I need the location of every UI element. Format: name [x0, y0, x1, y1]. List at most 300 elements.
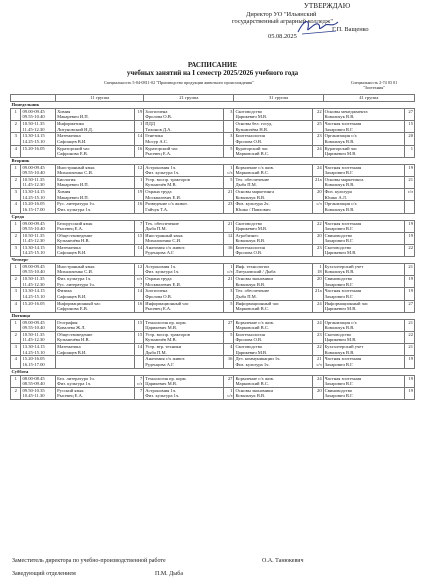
room-line-1: 21	[408, 344, 413, 350]
room-line-1: с/з	[407, 189, 413, 195]
subject-line-1: Бухгалтерский учет	[324, 344, 364, 350]
room-cell	[223, 276, 233, 288]
room-line-1: 19	[408, 387, 413, 393]
subject-cell	[323, 375, 405, 387]
room-cell	[223, 387, 233, 399]
subject-cell	[323, 133, 405, 145]
lesson-time	[21, 121, 56, 133]
subject-cell	[56, 220, 135, 232]
subject-line-1: Зоогигиена	[145, 109, 168, 114]
subject-line-1: Тех. обеспечение	[235, 176, 270, 182]
subject-cell	[144, 145, 224, 157]
subject-cell	[56, 344, 135, 356]
room-line-1: 3	[230, 288, 233, 294]
subject-cell	[234, 375, 313, 387]
room-line-1: 24	[317, 164, 322, 170]
subject-cell	[234, 244, 313, 256]
day-name: Четверг	[11, 257, 415, 264]
lesson-number: 2	[11, 276, 21, 288]
day-row	[11, 102, 415, 109]
lesson-time-line-2: 14.25-15.10	[22, 138, 45, 144]
subject-line-1: Генетика	[145, 133, 163, 139]
room-line-2: 18	[317, 269, 322, 275]
subject-line-2: Ковальчук В.В.	[324, 114, 355, 120]
room-cell	[134, 356, 143, 368]
room-line-1: 21	[408, 319, 413, 325]
room-cell	[405, 244, 415, 256]
room-line-1: 5	[230, 332, 233, 337]
room-line-1: 21	[227, 276, 233, 282]
room-cell	[313, 332, 323, 344]
room-cell	[405, 344, 415, 356]
room-cell	[223, 375, 233, 387]
subject-line-2: Дыба П.М.	[235, 182, 257, 188]
subject-line-2: Захарович В.Г.	[324, 380, 354, 386]
lesson-time-line-1: 09.00-09.45	[22, 109, 45, 114]
room-cell	[313, 201, 323, 213]
room-line-1: 21	[227, 220, 233, 226]
subject-cell	[144, 164, 224, 176]
subject-line-2: Захарович В.Г.	[324, 281, 354, 287]
room-cell	[313, 176, 323, 188]
lesson-row	[11, 356, 415, 368]
subject-line-1: Кормление с/х жив.	[235, 164, 274, 170]
room-line-1: 20	[408, 133, 413, 139]
day-name: Суббота	[11, 368, 415, 375]
room-cell	[134, 375, 143, 387]
room-cell	[405, 121, 415, 133]
lesson-row	[11, 332, 415, 344]
lesson-time	[21, 189, 56, 201]
subject-cell	[234, 387, 313, 399]
room-cell	[223, 109, 233, 121]
subject-line-1: Биотехнология	[235, 332, 265, 337]
subject-line-2: Макаревич И.П.	[57, 114, 89, 120]
subject-line-2: Сафронова Е.В.	[57, 150, 89, 156]
subject-cell	[144, 201, 224, 213]
lesson-time-line-1: 13.30-14.15	[22, 244, 45, 250]
subject-line-1: Информационный час	[145, 300, 189, 306]
subject-line-2: Ковальчук В.В.	[324, 182, 355, 188]
room-line-1: 3	[230, 133, 233, 139]
lesson-row	[11, 133, 415, 145]
subject-line-2: Рус. литература 1ч.	[57, 281, 95, 287]
subject-cell	[56, 356, 135, 368]
lesson-time-line-1: 09.00-09.45	[22, 319, 45, 325]
subject-line-1: Биотехнология	[235, 133, 265, 139]
subject-cell	[234, 220, 313, 232]
room-line-1: 14	[137, 244, 143, 250]
subject-line-2: Москвалевич Е.И.	[145, 194, 181, 200]
lesson-time-line-2: 11.45-12.30	[22, 238, 45, 244]
room-cell	[405, 319, 415, 331]
subject-cell	[323, 264, 405, 276]
subject-line-1: Бел. литература 1ч.	[57, 375, 95, 381]
subject-line-1: Математика	[57, 344, 81, 350]
subject-line-1: Частная зоотехния	[324, 164, 362, 170]
room-cell	[313, 319, 323, 331]
group-header: 11 группа	[56, 95, 144, 102]
subject-cell	[323, 176, 405, 188]
subject-line-1: Устр. втр. техники	[145, 344, 182, 350]
room-line-1: 16	[137, 145, 143, 151]
subject-cell	[323, 387, 405, 399]
subject-line-2: Кузьмичёв М.В.	[145, 337, 177, 343]
subject-line-2: Сафонцев В.И.	[57, 138, 87, 144]
subject-cell	[323, 109, 405, 121]
subject-cell	[56, 189, 135, 201]
approval-block	[232, 3, 422, 41]
room-cell	[313, 344, 323, 356]
lesson-time-line-1: 08.00-08.45	[22, 375, 45, 381]
subject-cell	[56, 264, 135, 276]
subject-line-1: Русский язык	[57, 387, 84, 393]
subject-cell	[234, 133, 313, 145]
subject-line-2: Царикевич М.В.	[324, 250, 357, 256]
head-name: П.М. Дыба	[155, 571, 184, 577]
subject-cell	[234, 332, 313, 344]
lesson-time-line-2: 09.55-10.40	[22, 325, 45, 331]
subject-line-2: Кузьмичёва Н.В.	[57, 337, 90, 343]
room-cell	[405, 145, 415, 157]
lesson-row	[11, 288, 415, 300]
room-cell	[313, 387, 323, 399]
subject-line-2: Фролова О.В.	[145, 114, 172, 120]
lesson-row	[11, 189, 415, 201]
lesson-time-line-2: 16.15-17.00	[22, 206, 45, 212]
subject-line-1: Физ. культура 2ч.	[235, 201, 270, 207]
room-line-1: 21а	[315, 288, 322, 294]
subject-cell	[56, 145, 135, 157]
room-cell	[134, 332, 143, 344]
day-row	[11, 213, 415, 220]
subject-line-2: Захарович В.Г.	[324, 225, 354, 231]
subject-cell	[323, 356, 405, 368]
subject-cell	[234, 319, 313, 331]
subject-line-1: Технология пр. корм.	[145, 319, 187, 325]
subject-cell	[144, 133, 224, 145]
subject-line-1: Частная зоотехния	[324, 288, 362, 294]
room-line-1: 22	[408, 244, 413, 250]
room-line-1: 3	[230, 109, 233, 114]
room-cell	[223, 145, 233, 157]
subject-line-1: Рус. литература 1ч.	[57, 201, 95, 207]
room-line-1: 21а	[315, 176, 322, 182]
subject-line-2: Ковальчук В.В.	[324, 325, 355, 331]
room-cell	[313, 300, 323, 312]
room-cell	[405, 288, 415, 300]
schedule-title	[0, 62, 425, 77]
subject-cell	[144, 387, 224, 399]
subject-line-2: Царикевич М.В.	[324, 337, 357, 343]
room-line-1: 19	[408, 375, 413, 381]
subject-line-1: Биотехнология	[235, 244, 265, 250]
subject-cell	[56, 164, 135, 176]
room-cell	[405, 201, 415, 213]
room-line-1: 24	[317, 300, 322, 306]
subject-line-1: Частная зоотехния	[324, 375, 362, 381]
day-row	[11, 257, 415, 264]
room-cell	[223, 133, 233, 145]
lesson-time-line-1: 10.50-11.35	[22, 232, 45, 238]
subject-line-2: Царикевич М.В.	[145, 325, 178, 331]
subject-line-2: Дыба П.М.	[235, 293, 257, 299]
room-line-1: 24	[317, 375, 322, 381]
room-line-1: 19	[408, 276, 413, 282]
subject-cell	[144, 332, 224, 344]
room-line-1: 19	[408, 164, 413, 170]
subject-line-2: Царикевич М.В.	[235, 349, 268, 355]
subject-line-2: Ковальчук В.В.	[324, 269, 355, 275]
subject-cell	[144, 264, 224, 276]
room-line-1: 4	[230, 344, 233, 350]
subject-line-1: Частная зоотехния	[324, 121, 362, 127]
lesson-time	[21, 276, 56, 288]
subject-line-2: Рысевец Е.А.	[145, 150, 172, 156]
lesson-time-line-1: 13.30-14.15	[22, 344, 45, 350]
room-line-1: 1	[230, 164, 233, 170]
subject-line-1: Кураторский час	[235, 145, 268, 151]
day-name: Вторник	[11, 157, 415, 164]
room-line-1: 22	[317, 109, 322, 114]
lesson-time-line-1: 10.50-11.35	[22, 176, 45, 182]
group-header-row	[11, 95, 415, 102]
room-line-1: 23	[317, 133, 322, 139]
subject-line-1: Свиноводство	[324, 232, 353, 238]
subject-line-1: Информатика	[57, 121, 84, 127]
lesson-time-line-1: 13.30-14.15	[22, 288, 45, 294]
room-cell	[134, 201, 143, 213]
subject-line-1: Математика	[57, 244, 81, 250]
subject-line-1: Скотоводство	[235, 220, 263, 226]
subject-line-1: Свиноводство	[324, 276, 353, 282]
lesson-time	[21, 244, 56, 256]
lesson-time-line-2: 11.45-12.30	[22, 126, 45, 132]
room-line-1: 15	[137, 232, 143, 238]
subject-line-1: Основы маркетинга	[235, 189, 275, 195]
deputy-name: О.А. Танюкевич	[262, 558, 304, 564]
subject-line-2: Рысевец Е.А.	[57, 225, 84, 231]
room-cell	[223, 176, 233, 188]
subject-line-1: Тех. обеспечение	[235, 288, 270, 294]
lesson-number: 1	[11, 264, 21, 276]
subject-line-1: Основы менеджмента	[324, 109, 368, 114]
lesson-time-line-2: 09.55-10.40	[22, 114, 45, 120]
subject-cell	[56, 300, 135, 312]
room-line-1: 20	[317, 232, 322, 238]
room-line-1: 21	[408, 176, 413, 182]
lesson-time-line-1: 09.00-09.45	[22, 220, 45, 226]
subject-line-1: Астрономия 1ч.	[145, 164, 177, 170]
subject-cell	[234, 300, 313, 312]
subject-line-2: Дыба П.М.	[145, 349, 167, 355]
specialty-right-line-1: Специальность 2-74 03 01	[350, 80, 398, 85]
room-line-1: 15	[137, 332, 143, 337]
subject-line-1: Обществоведение	[57, 232, 93, 238]
room-cell	[313, 288, 323, 300]
subject-cell	[56, 176, 135, 188]
subject-cell	[144, 276, 224, 288]
subject-cell	[234, 356, 313, 368]
room-line-1: 19	[137, 189, 143, 195]
lesson-number: 1	[11, 164, 21, 176]
room-cell	[313, 145, 323, 157]
lesson-time-line-1: 10.50-11.35	[22, 332, 45, 337]
group-header: 41 группа	[323, 95, 414, 102]
subject-line-1: Агробизнес	[235, 232, 259, 238]
subject-line-2: Сафронова Е.В.	[57, 306, 89, 312]
subject-cell	[144, 356, 224, 368]
subject-cell	[144, 189, 224, 201]
lesson-row	[11, 244, 415, 256]
subject-line-2: Москвалевич Е.И.	[145, 281, 181, 287]
subject-line-1: Тех. обеспечение	[145, 220, 179, 226]
subject-line-2: Руденцова А.Г.	[145, 250, 175, 256]
subject-line-1: Разведение с/х живот.	[145, 201, 188, 207]
lesson-time-line-1: 10.50-11.35	[22, 121, 45, 127]
subject-line-2: Литуновский Н.Д.	[57, 126, 93, 132]
subject-cell	[56, 109, 135, 121]
subject-cell	[323, 300, 405, 312]
room-cell	[134, 133, 143, 145]
room-line-2: с/з	[227, 393, 233, 399]
subject-line-2: Захарович В.Г.	[324, 170, 354, 176]
room-cell	[405, 332, 415, 344]
room-line-1: 24	[317, 145, 322, 151]
room-cell	[313, 276, 323, 288]
subject-line-1: Кормление с/х жив.	[235, 319, 274, 325]
lesson-time-line-2: 11.45-12.30	[22, 281, 45, 287]
lesson-time-line-2: 09.55-10.40	[22, 225, 45, 231]
subject-line-2: Царикевич М.В.	[324, 306, 357, 312]
subject-line-2: Юшко А.Л.	[324, 194, 348, 200]
lesson-row	[11, 220, 415, 232]
subject-line-2: Руденцова А.Г.	[145, 361, 175, 367]
subject-line-2: Марковский В.С.	[235, 306, 270, 312]
lesson-number: 2	[11, 176, 21, 188]
day-row	[11, 368, 415, 375]
subject-line-2: Сафонцев В.И.	[57, 293, 87, 299]
subject-line-2: Кузьмичёва Н.В.	[57, 238, 90, 244]
lesson-number: 4	[11, 356, 21, 368]
room-line-1: 20	[317, 276, 322, 282]
room-line-1: 1	[139, 121, 143, 127]
subject-line-1: Физ. культура 1ч.	[57, 276, 92, 282]
group-header: 31 группа	[234, 95, 323, 102]
room-line-1: 21	[227, 189, 233, 195]
lesson-time-line-1: 09.00-09.45	[22, 264, 45, 270]
room-cell	[405, 387, 415, 399]
subject-line-1: Организация с/х	[324, 319, 357, 325]
room-cell	[134, 189, 143, 201]
subject-line-2: Физ. культура 1ч.	[145, 393, 180, 399]
lesson-time	[21, 387, 56, 399]
day-name: Среда	[11, 213, 415, 220]
subject-line-1: Информационный час	[57, 300, 101, 306]
lesson-row	[11, 276, 415, 288]
room-line-1: 16	[227, 356, 233, 362]
subject-line-1: Математика	[57, 133, 81, 139]
room-line-1: 22	[408, 332, 413, 337]
subject-line-1: Кураторский час	[324, 145, 358, 151]
room-line-1: 12	[137, 164, 143, 170]
subject-cell	[323, 189, 405, 201]
room-line-1: 12	[137, 264, 143, 270]
lesson-time	[21, 375, 56, 387]
subject-line-1: Скотоводство	[235, 109, 263, 114]
room-line-1: 5	[230, 145, 233, 151]
subject-cell	[234, 344, 313, 356]
subject-line-2: Юшко / Павлович	[235, 206, 271, 212]
subject-line-2: Ковальчук В.В.	[324, 138, 355, 144]
subject-cell	[144, 319, 224, 331]
room-line-1: 15	[408, 121, 413, 127]
room-line-1: 14	[137, 133, 143, 139]
subject-cell	[234, 276, 313, 288]
room-cell	[313, 375, 323, 387]
subject-cell	[144, 344, 224, 356]
subject-line-2: Царикевич М.В.	[235, 114, 268, 120]
subject-line-2: Физ. культура 1ч.	[235, 361, 270, 367]
head-title: Заведующий отделением	[12, 571, 76, 577]
room-cell	[313, 164, 323, 176]
lesson-number: 1	[11, 220, 21, 232]
subject-line-2: Захарович В.Г.	[324, 293, 354, 299]
room-line-1: с/з	[316, 201, 322, 207]
lesson-number: 3	[11, 344, 21, 356]
room-cell	[134, 300, 143, 312]
subject-line-2: Физ. культура 1ч.	[145, 170, 180, 176]
room-line-1: 14	[137, 344, 143, 350]
lesson-time	[21, 264, 56, 276]
signature-image	[296, 16, 340, 38]
subject-line-2: Физ. культура 1ч.	[57, 380, 92, 386]
subject-line-1: Скотоводство	[324, 244, 352, 250]
subject-line-2: Ковальчук В.В.	[324, 206, 355, 212]
room-line-1: 23	[317, 332, 322, 337]
room-line-1: 5	[230, 176, 233, 182]
room-line-1: 15	[137, 319, 143, 325]
lesson-number: 2	[11, 332, 21, 344]
subject-cell	[234, 176, 313, 188]
subject-cell	[234, 164, 313, 176]
room-line-1: 27	[227, 375, 233, 381]
day-name: Понедельник	[11, 102, 415, 109]
subject-cell	[234, 201, 313, 213]
lesson-number: 2	[11, 121, 21, 133]
lesson-time	[21, 232, 56, 244]
lesson-time	[21, 319, 56, 331]
approval-line-2: государственный аграрный колледж"	[232, 18, 333, 26]
lesson-time-line-1: 13.30-14.15	[22, 189, 45, 195]
subject-line-2: Сафонцев В.И.	[57, 349, 87, 355]
subject-line-1: Охрана труда	[145, 189, 172, 195]
approval-line-1: Директор УО "Ильянский	[246, 10, 317, 18]
room-cell	[313, 232, 323, 244]
room-line-1: 21	[317, 356, 322, 362]
room-cell	[134, 264, 143, 276]
subject-cell	[56, 201, 135, 213]
subject-line-1: Устр. воспр. тракторов	[145, 176, 190, 182]
room-line-1: 16	[137, 201, 143, 207]
lesson-time-line-1: 10.50-11.35	[22, 276, 45, 282]
subject-line-1: Кормление с/х жив.	[235, 375, 274, 381]
title-line-1: РАСПИСАНИЕ	[187, 61, 238, 69]
lesson-number: 3	[11, 133, 21, 145]
room-line-1: 16	[227, 244, 233, 250]
room-line-1: 12	[227, 232, 233, 238]
subject-line-1: Основы бел. госуд.	[235, 121, 273, 127]
